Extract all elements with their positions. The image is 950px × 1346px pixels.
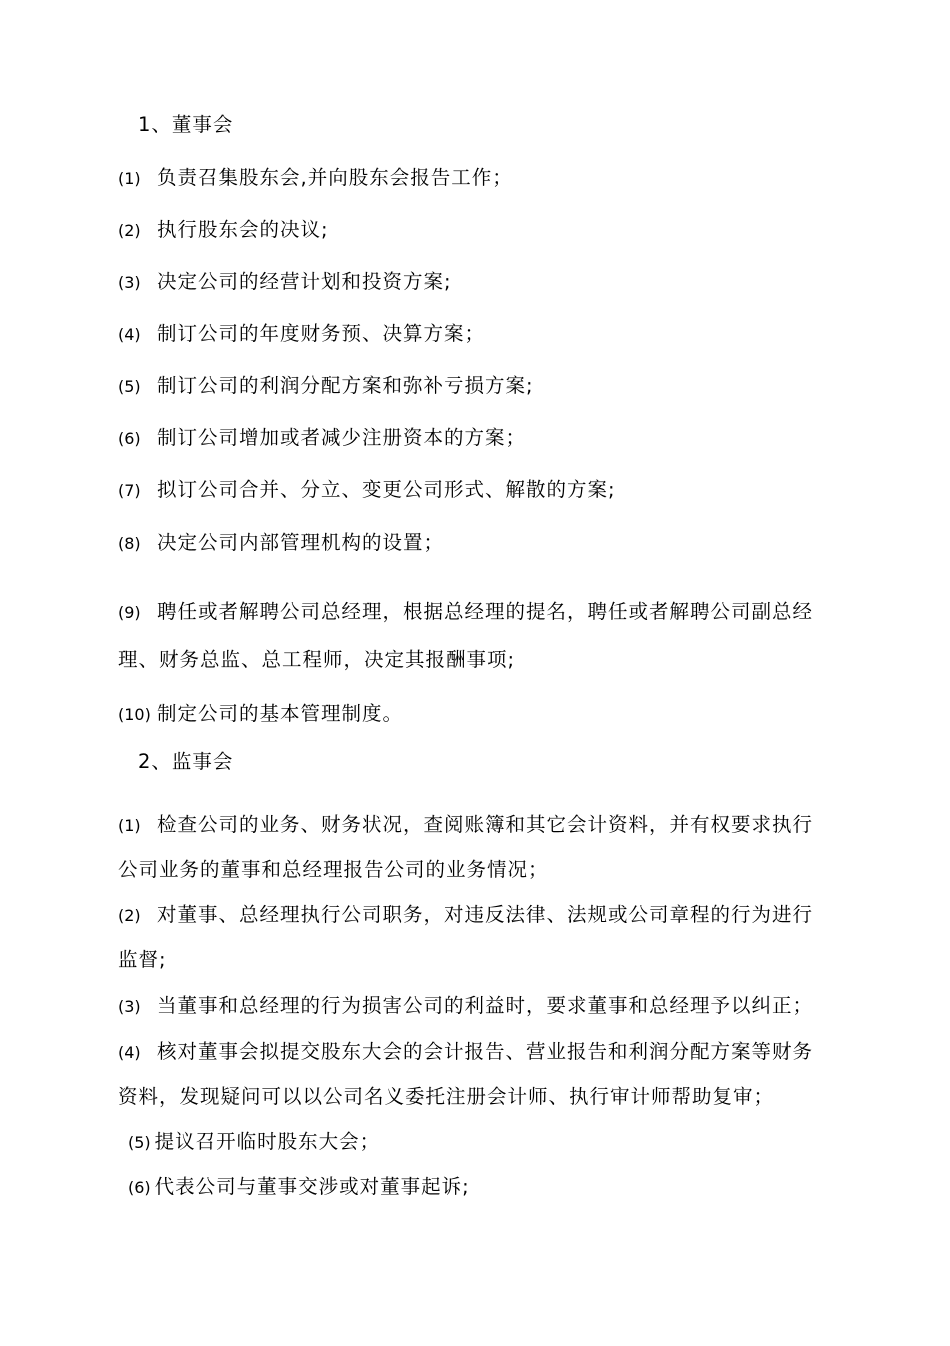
item-text: 检查公司的业务、财务状况，查阅账簿和其它会计资料，并有权要求执行: [157, 813, 814, 836]
item-number: (7): [118, 481, 141, 500]
list-item: [118, 903, 813, 928]
item-number: (5): [128, 1133, 151, 1152]
item-text: 聘任或者解聘公司总经理，根据总经理的提名，聘任或者解聘公司副总经: [157, 600, 814, 623]
item-number: (4): [118, 325, 141, 344]
list-item: [118, 270, 452, 295]
item-number: (6): [118, 429, 141, 448]
item-text: 拟订公司合并、分立、变更公司形式、解散的方案;: [157, 478, 616, 501]
item-number: (1): [118, 169, 141, 188]
item-text: 决定公司的经营计划和投资方案;: [157, 270, 452, 293]
item-text: 提议召开临时股东大会；: [154, 1130, 381, 1153]
item-number: (3): [118, 997, 141, 1016]
list-item: [118, 218, 329, 243]
list-item: [128, 1175, 470, 1200]
list-item: [118, 426, 526, 451]
item-text: 制订公司的年度财务预、决算方案；: [157, 322, 486, 345]
list-item: [128, 1130, 380, 1155]
item-text: 制订公司增加或者减少注册资本的方案；: [157, 426, 527, 449]
list-item: [118, 702, 403, 727]
list-item: [118, 994, 813, 1019]
item-text: 制订公司的利润分配方案和弥补亏损方案;: [157, 374, 534, 397]
list-item: [118, 166, 513, 191]
list-item-continuation: 公司业务的董事和总经理报告公司的业务情况；: [118, 858, 549, 881]
item-number: (10): [118, 705, 151, 724]
item-text: 代表公司与董事交涉或对董事起诉;: [154, 1175, 470, 1198]
list-item: [118, 374, 534, 399]
item-text: 执行股东会的决议;: [157, 218, 329, 241]
item-number: (9): [118, 603, 141, 622]
list-item: [118, 478, 616, 503]
item-number: (4): [118, 1043, 141, 1062]
item-text: 对董事、总经理执行公司职务，对违反法律、法规或公司章程的行为进行: [157, 903, 814, 926]
item-text: 当董事和总经理的行为损害公司的利益时，要求董事和总经理予以纠正；: [157, 994, 814, 1017]
list-item: [118, 531, 444, 556]
section-heading: 2、监事会: [138, 750, 234, 773]
item-number: (5): [118, 377, 141, 396]
item-text: 制定公司的基本管理制度。: [157, 702, 404, 725]
list-item-continuation: 监督;: [118, 948, 167, 971]
list-item: [118, 813, 813, 838]
item-number: (2): [118, 221, 141, 240]
list-item: [118, 322, 485, 347]
item-number: (3): [118, 273, 141, 292]
item-text: 决定公司内部管理机构的设置；: [157, 531, 445, 554]
item-number: (2): [118, 906, 141, 925]
section-heading: 1、董事会: [138, 113, 234, 136]
list-item: [118, 600, 813, 625]
item-number: (1): [118, 816, 141, 835]
item-text: 负责召集股东会,并向股东会报告工作；: [157, 166, 513, 189]
list-item-continuation: 理、财务总监、总工程师，决定其报酬事项;: [118, 648, 516, 671]
list-item: [118, 1040, 813, 1065]
item-number: (8): [118, 534, 141, 553]
item-text: 核对董事会拟提交股东大会的会计报告、营业报告和利润分配方案等财务: [157, 1040, 814, 1063]
item-number: (6): [128, 1178, 151, 1197]
list-item-continuation: 资料，发现疑问可以以公司名义委托注册会计师、执行审计师帮助复审；: [118, 1085, 775, 1108]
